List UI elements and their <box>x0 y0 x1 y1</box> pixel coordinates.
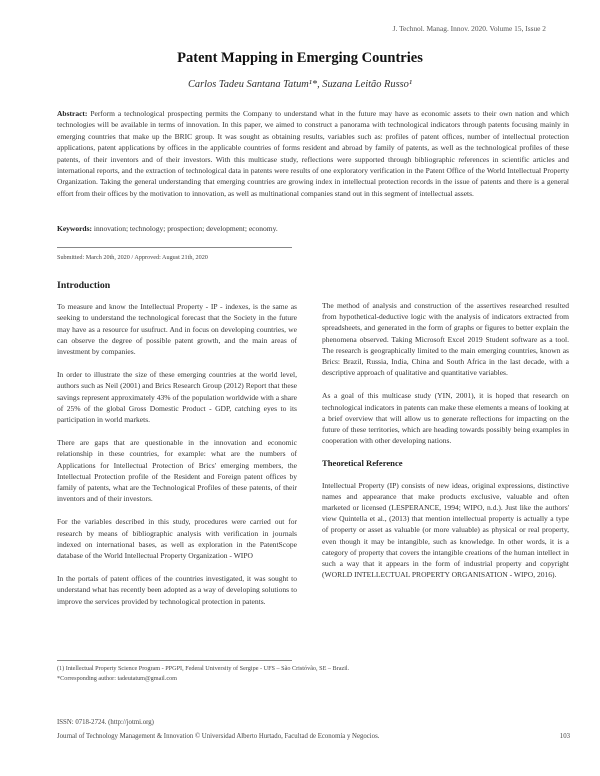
left-column <box>57 280 297 619</box>
keywords-label: Keywords: <box>57 224 92 233</box>
running-head: J. Technol. Manag. Innov. 2020. Volume 15, Issue 2 <box>392 24 546 33</box>
abstract-label: Abstract: <box>57 109 88 118</box>
page-number: 103 <box>559 733 570 740</box>
keywords-text: innovation; technology; prospection; development; economy. <box>92 224 278 233</box>
right-column <box>322 300 569 592</box>
paragraph: There are gaps that are questionable in the innovation and economic relationship in these countries, for example: what are the numbers of Applications for Intellectual Protection of Brics' emerging members, the Intellectual Protection profile of the Resident and Foreign patent offices by family of patents, what are the Technological Profiles of these patents, of their inventors and of their investors. <box>57 438 297 504</box>
abstract-text: Perform a technological prospecting permits the Company to understand what in the future may have as economic assets to their own nation and which technologies will be available in terms of innovation. In this paper, we aimed to construct a panorama with technological indicators through patents focusing mainly in emerging countries that make up the BRIC group. It was sought as obtaining results, variables such as: profiles of patent offices, number of intellectual protection applications, patent applications by offices in the applicable countries of forms resident and abroad by family of patents, as well as the technological profiles of these patents, of their inventors and of their investors. With this multicase study, reflections were supported through bibliographic references in scientific articles and international reports, and the extraction of technological data in patents were results of one exploratory verification in the Patent Office of the World Intellectual Property Organization. Taking the general understanding that emerging countries are growing index in intellectual protection records in the issue of patents and there is a general effort from their offices by the motivation to innovation, as well as multinational companies stand out in this segment of intellectual assets. <box>57 109 569 198</box>
paragraph: As a goal of this multicase study (YIN, 2001), it is hoped that research on technological indicators in patents can make these elements a means of looking at a brief overview that will allow us to generate reflections for impacting on the future of these territories, which are heading towards possibly being examples in cooperation with other developing nations. <box>322 391 569 446</box>
submission-divider <box>57 247 292 248</box>
abstract <box>57 108 569 199</box>
paragraph: The method of analysis and construction of the assertives researched resulted from hypothetical-deductive logic with the analysis of indicators extracted from spreadsheets, and generated in the form of graphs or figures to better explain the phenomena observed. Taking Microsoft Excel 2019 Student software as a tool. The research is geographically limited to the main emerging countries, known as Brics: Brazil, Russia, India, China and South Africa in the last decade, with a descriptive approach of qualitative and quantitative variables. <box>322 301 569 378</box>
footnotes <box>57 664 349 683</box>
keywords <box>57 224 569 233</box>
paragraph: For the variables described in this study, procedures were carried out for research by means of bibliographic analysis with verification in journals indexed on international bases, as well as exploration in the PatentScope database of the World Intellectual Property Organization - WIPO <box>57 517 297 561</box>
article-authors: Carlos Tadeu Santana Tatum¹*, Suzana Leitão Russo¹ <box>188 79 412 90</box>
article-title: Patent Mapping in Emerging Countries <box>177 50 423 66</box>
footnote-divider <box>57 660 292 661</box>
footnote-affiliation: (1) Intellectual Property Science Program - PPGPI, Federal University of Sergipe - UFS – São Cristóvão, SE – Brazil. <box>57 665 350 672</box>
paragraph: In the portals of patent offices of the countries investigated, it was sought to understand what has recently been adopted as a way of developing solutions to improve the services provided by technological protection in patents. <box>57 574 297 606</box>
submission-dates: Submitted: March 20th, 2020 / Approved: August 21th, 2020 <box>57 254 208 261</box>
paragraph: To measure and know the Intellectual Property - IP - indexes, is the same as seeking to understand the technological forecast that the Society in the future may have as a resource for usufruct. And in focus on developing countries, we can observe the degree of possible patent growth, and the main areas of investment by companies. <box>57 302 297 357</box>
journal-footer: Journal of Technology Management & Innovation © Universidad Alberto Hurtado, Facultad de Economía y Negocios. <box>57 733 380 740</box>
issn: ISSN: 0718-2724. (http://jotmi.org) <box>57 719 154 726</box>
footnote-corresponding-author: *Corresponding author: tadeutatum@gmail.com <box>57 674 177 682</box>
section-heading-theoretical-reference: Theoretical Reference <box>322 458 403 469</box>
paragraph: In order to illustrate the size of these emerging countries at the world level, authors such as Neil (2001) and Brics Research Group (2012) Report that these savings represent approximately 43% of the population worldwide with a share of 25% of the global Gross Domestic Product - GDP, catching eyes to its participation in world markets. <box>57 370 297 425</box>
section-heading-introduction: Introduction <box>57 280 111 291</box>
paragraph: Intellectual Property (IP) consists of new ideas, original expressions, distinctive names and appearance that make products exclusive, valuable and often marketed or licensed (LESPERANCE, 1994; WIPO, n.d.). Just like the authors' view Quintella et al., (2013) that mention intellectual property is actually a type of property or asset as valuable (or more valuable) as physical or real property, even though it may be intangible, such as knowledge. In other words, it is a category of property that covers the intangible creations of the human intellect in such a way that it appears in the form of industrial property and copyright (WORLD INTELLECTUAL PROPERTY ORGANISATION - WIPO, 2016). <box>322 480 569 580</box>
